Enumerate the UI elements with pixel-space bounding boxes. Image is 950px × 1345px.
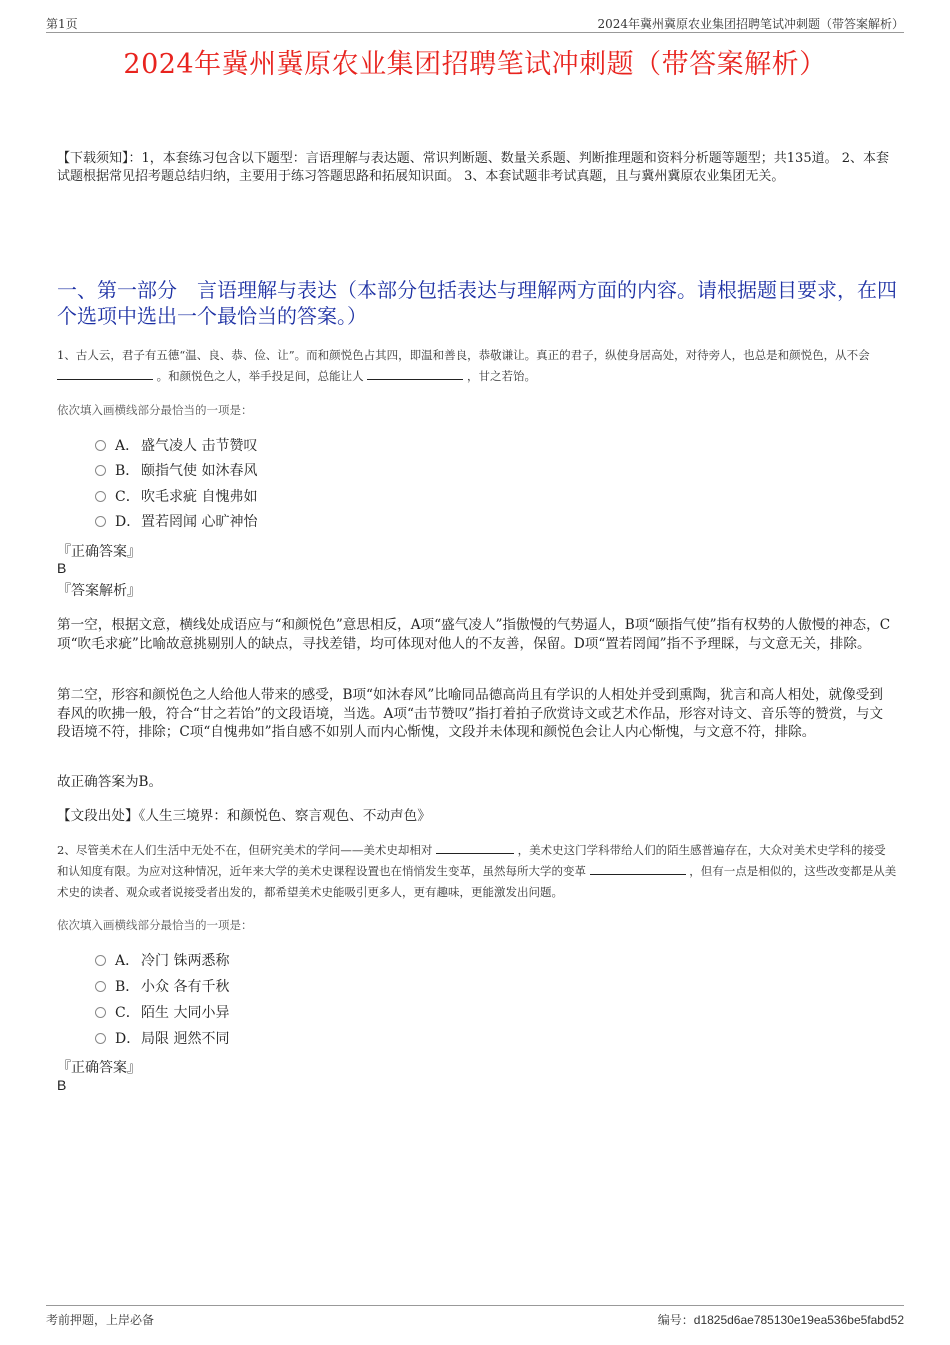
radio-icon[interactable] [95, 981, 106, 992]
q1-answer: B [57, 560, 67, 576]
q1-conclusion: 故正确答案为B。 [57, 774, 163, 790]
q2-option-c[interactable]: C．陌生 大同小异 [95, 1003, 229, 1023]
question-1-prompt: 依次填入画横线部分最恰当的一项是： [57, 403, 253, 417]
page-title: 2024年冀州冀原农业集团招聘笔试冲刺题（带答案解析） [123, 49, 827, 80]
footer-slogan: 考前押题，上岸必备 [46, 1313, 155, 1327]
q1-option-c[interactable]: C．吹毛求疵 自愧弗如 [95, 487, 257, 507]
blank-1 [57, 366, 153, 380]
q1-analysis-label: 『答案解析』 [57, 583, 141, 599]
document-code: 编号：d1825d6ae785130e19ea536be5fabd52 [657, 1313, 904, 1327]
blank-1 [436, 840, 514, 854]
q2-answer: B [57, 1077, 67, 1093]
q1-analysis-paragraph-2: 第二空，形容和颜悦色之人给他人带来的感受，B项“如沐春风”比喻同品德高尚且有学识的人相处并受到熏陶，犹言和高人相处，就像受到春风的吹拂一般，符合“甘之若饴”的文段语境，当选。A项“击节赞叹”指打着拍子欣赏诗文或艺术作品，形容对诗文、音乐等的赞赏，与文段语境不符，排除；C项“自愧弗如”指自感不如别人而内心惭愧，文段并未体现和颜悦色会让人内心惭愧，与文意不符，排除。 [57, 687, 884, 740]
radio-icon[interactable] [95, 955, 106, 966]
radio-icon[interactable] [95, 465, 106, 476]
download-notice: 【下载须知】：1，本套练习包含以下题型：言语理解与表达题、常识判断题、数量关系题、判断推理题和资料分析题等题型；共135道。 2、本套试题根据常见招考题总结归纳，主要用于练习答题思路和拓展知识面。 3、本套试题非考试真题，且与冀州冀原农业集团无关。 [57, 151, 889, 184]
q1-source: 【文段出处】《人生三境界：和颜悦色、察言观色、不动声色》 [57, 808, 431, 824]
radio-icon[interactable] [95, 1007, 106, 1018]
q2-option-d[interactable]: D．局限 迥然不同 [95, 1029, 229, 1049]
section-title: 一、第一部分 言语理解与表达（本部分包括表达与理解两方面的内容。请根据题目要求，在四个选项中选出一个最恰当的答案。） [57, 278, 897, 328]
question-2-prompt: 依次填入画横线部分最恰当的一项是： [57, 918, 253, 932]
q1-option-b[interactable]: B． 颐指气使 如沐春风 [95, 461, 257, 481]
radio-icon[interactable] [95, 1033, 106, 1044]
q2-answer-label: 『正确答案』 [57, 1060, 141, 1076]
page-header [46, 12, 904, 33]
blank-2 [590, 861, 686, 875]
page-footer [46, 1305, 904, 1326]
q2-option-b[interactable]: B． 小众 各有千秋 [95, 977, 229, 997]
radio-icon[interactable] [95, 440, 106, 451]
radio-icon[interactable] [95, 491, 106, 502]
q1-answer-label: 『正确答案』 [57, 544, 141, 560]
q1-option-d[interactable]: D．置若罔闻 心旷神怡 [95, 512, 257, 532]
q2-option-a[interactable]: A． 冷门 铢两悉称 [95, 951, 229, 971]
radio-icon[interactable] [95, 516, 106, 527]
q1-analysis-paragraph-1: 第一空，根据文意，横线处成语应与“和颜悦色”意思相反，A项“盛气凌人”指傲慢的气势逼人，B项“颐指气使”指有权势的人傲慢的神态，C项“吹毛求疵”比喻故意挑剔别人的缺点，寻找差错，均可体现对他人的不友善，保留。D项“置若罔闻”指不予理睬，与文意无关，排除。 [57, 617, 891, 652]
header-doc-title: 2024年冀州冀原农业集团招聘笔试冲刺题（带答案解析） [597, 17, 904, 31]
q1-option-a[interactable]: A． 盛气凌人 击节赞叹 [95, 436, 257, 456]
question-2-text: 2、尽管美术在人们生活中无处不在，但研究美术的学问——美术史却相对 ，美术史这门学科带给人们的陌生感普遍存在，大众对美术史学科的接受和认知度有限。为应对这种情况，近年来大学的美术史课程设置也在悄悄发生变革，虽然每所大学的变革 ，但有一点是相似的，这些改变都是从美术史的读者、观众或者说接受者出发的，都希望美术史能吸引更多人，更有趣味，更能激发出问题。 [57, 840, 897, 903]
blank-2 [367, 366, 463, 380]
question-1-text: 1、古人云，君子有五德“温、良、恭、俭、让”。而和颜悦色占其四，即温和善良，恭敬谦让。真正的君子，纵使身居高处，对待旁人，也总是和颜悦色，从不会 。和颜悦色之人，举手投足间，总能让人 ，甘之若饴。 [57, 348, 870, 383]
page-number: 第1页 [46, 17, 78, 31]
